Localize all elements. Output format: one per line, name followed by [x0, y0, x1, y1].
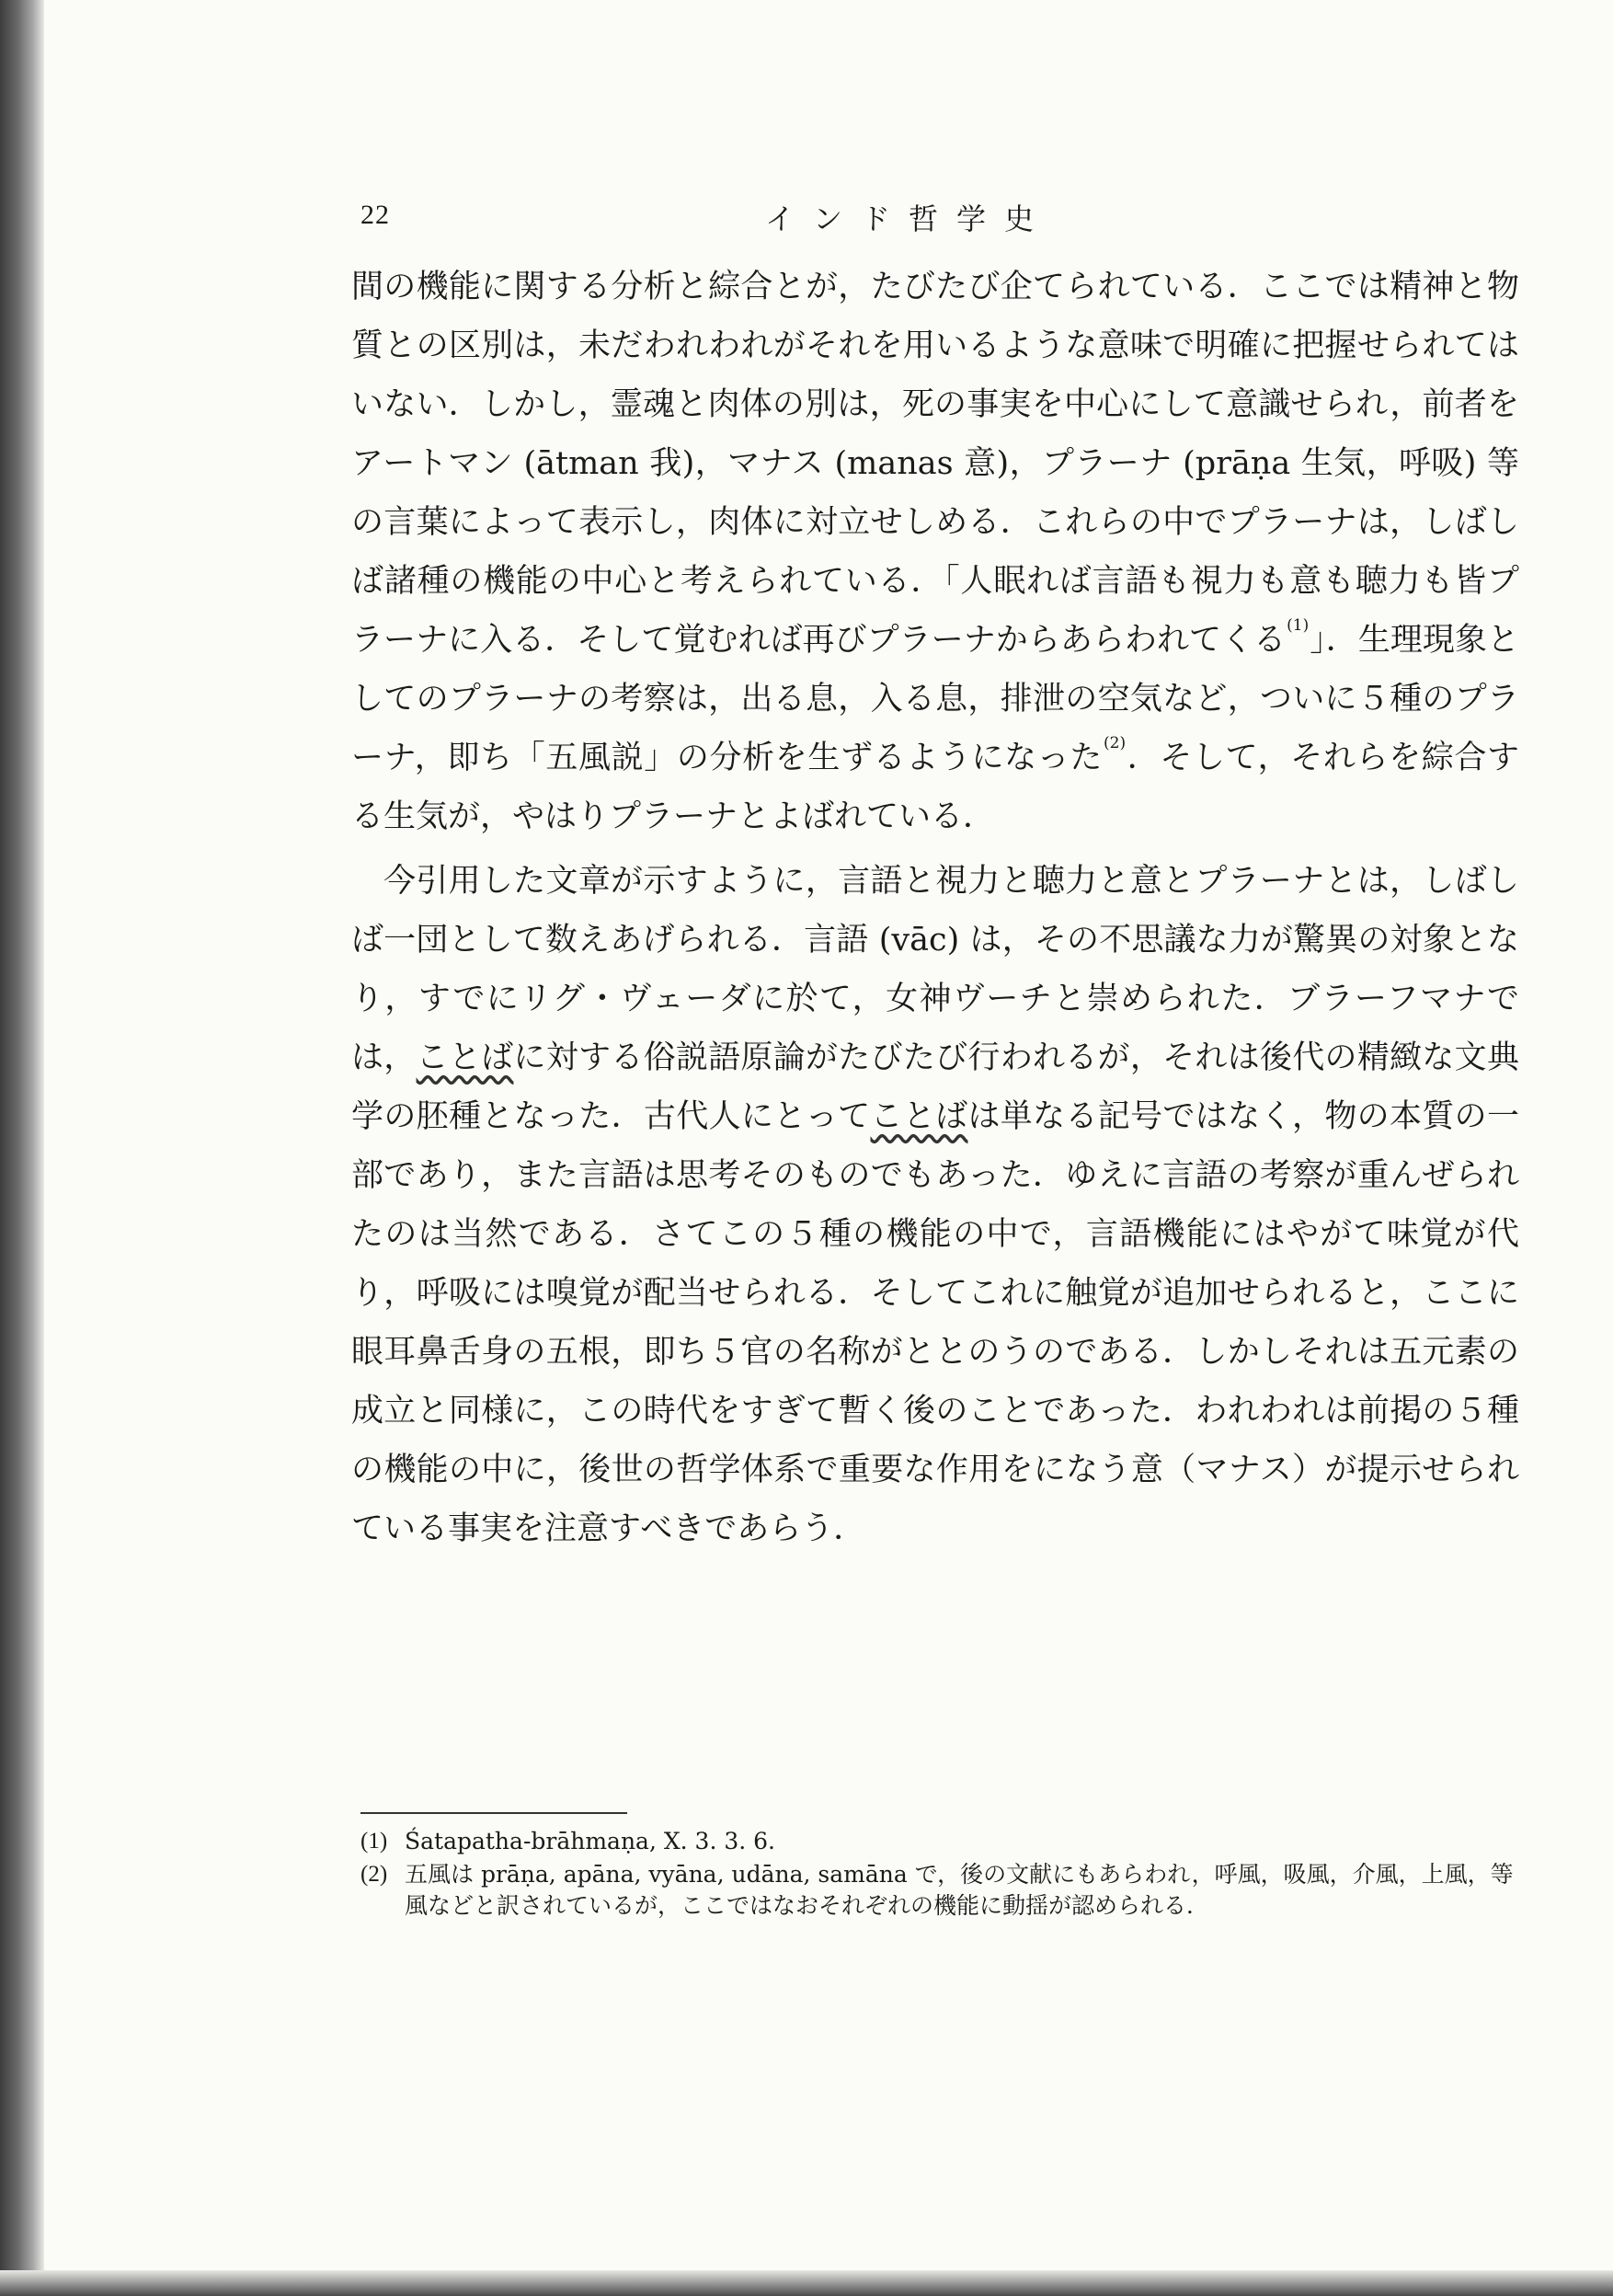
- footnote-separator: [360, 1812, 627, 1814]
- paragraph-2-text-b: に対する俗説語原論がたびたび行われるが，それは後代の精緻な文典学の胚種となった．古代人にとって: [351, 1039, 1519, 1135]
- emphasized-word-kotoba: ことば: [870, 1098, 968, 1135]
- paragraph-2: [351, 852, 1519, 1558]
- paragraph-1-text-b: 」．生理現象としてのプラーナの考察は，出る息，入る息，排泄の空気など，ついに５種のプラーナ，即ち「五風説」の分析を生ずるようになった: [351, 622, 1519, 776]
- footnote-2: [360, 1859, 1519, 1922]
- paragraph-1-text-a: 間の機能に関する分析と綜合とが，たびたび企てられている．ここでは精神と物質との区別は，未だわれわれがそれを用いるような意味で明確に把握せられてはいない．しかし，霊魂と肉体の別は，死の事実を中心にして意識せられ，前者をアートマン (ātman 我)，マナス (manas 意)，プラーナ (prāṇa 生気，呼吸) 等の言葉によって表示し，肉体に対立せしめる．これらの中でプラーナは，しばしば諸種の機能の中心と考えられている．「人眠れば言語も視力も意も聴力も皆プラーナに入る．そして覚むれば再びプラーナからあらわれてくる: [351, 269, 1519, 659]
- footnote-1: [360, 1826, 1519, 1857]
- paragraph-2-text-c: は単なる記号ではなく，物の本質の一部であり，また言語は思考そのものでもあった．ゆえに言語の考察が重んぜられたのは当然である．さてこの５種の機能の中で，言語機能にはやがて味覚が代り，呼吸には嗅覚が配当せられる．そしてこれに触覚が追加せられると，ここに眼耳鼻舌身の五根，即ち５官の名称がととのうのである．しかしそれは五元素の成立と同様に，この時代をすぎて暫く後のことであった．われわれは前掲の５種の機能の中に，後世の哲学体系で重要な作用をになう意（マナス）が提示せられている事実を注意すべきであらう．: [351, 1098, 1519, 1547]
- scan-left-edge-shadow: [0, 0, 44, 2296]
- paragraph-2-text-a: 今引用した文章が示すように，言語と視力と聴力と意とプラーナとは，しばしば一団として数えあげられる．言語 (vāc) は，その不思議な力が驚異の対象となり，すでにリグ・ヴェーダに於て，女神ヴーチと崇められた．ブラーフマナでは，: [351, 863, 1519, 1076]
- footnote-mark: (2): [360, 1862, 388, 1887]
- paragraph-1: [351, 258, 1519, 846]
- footnote-text: Śatapatha-brāhmaṇa, X. 3. 3. 6.: [405, 1828, 776, 1854]
- footnote-text: 五風は prāṇa, apāna, vyāna, udāna, samāna で，後の文献にもあらわれ，呼風，吸風，介風，上風，等風などと訳されているが，ここではなおそれぞれの機能に動揺が認められる．: [405, 1861, 1514, 1919]
- body-text: [351, 258, 1519, 1564]
- scan-bottom-edge-shadow: [0, 2270, 1613, 2296]
- page-header: [360, 189, 1521, 244]
- footnotes: [360, 1826, 1519, 1923]
- emphasized-word-kotoba: ことば: [416, 1039, 514, 1076]
- page-number: 22: [360, 200, 390, 230]
- footnote-mark: (1): [360, 1829, 388, 1854]
- paragraph-1-text-c: ．そして，それらを綜合する生気が，やはりプラーナとよばれている．: [351, 740, 1519, 835]
- footnote-ref-2: (2): [1104, 734, 1127, 752]
- footnote-ref-1: (1): [1287, 616, 1310, 635]
- running-title: インド哲学史: [765, 201, 1053, 236]
